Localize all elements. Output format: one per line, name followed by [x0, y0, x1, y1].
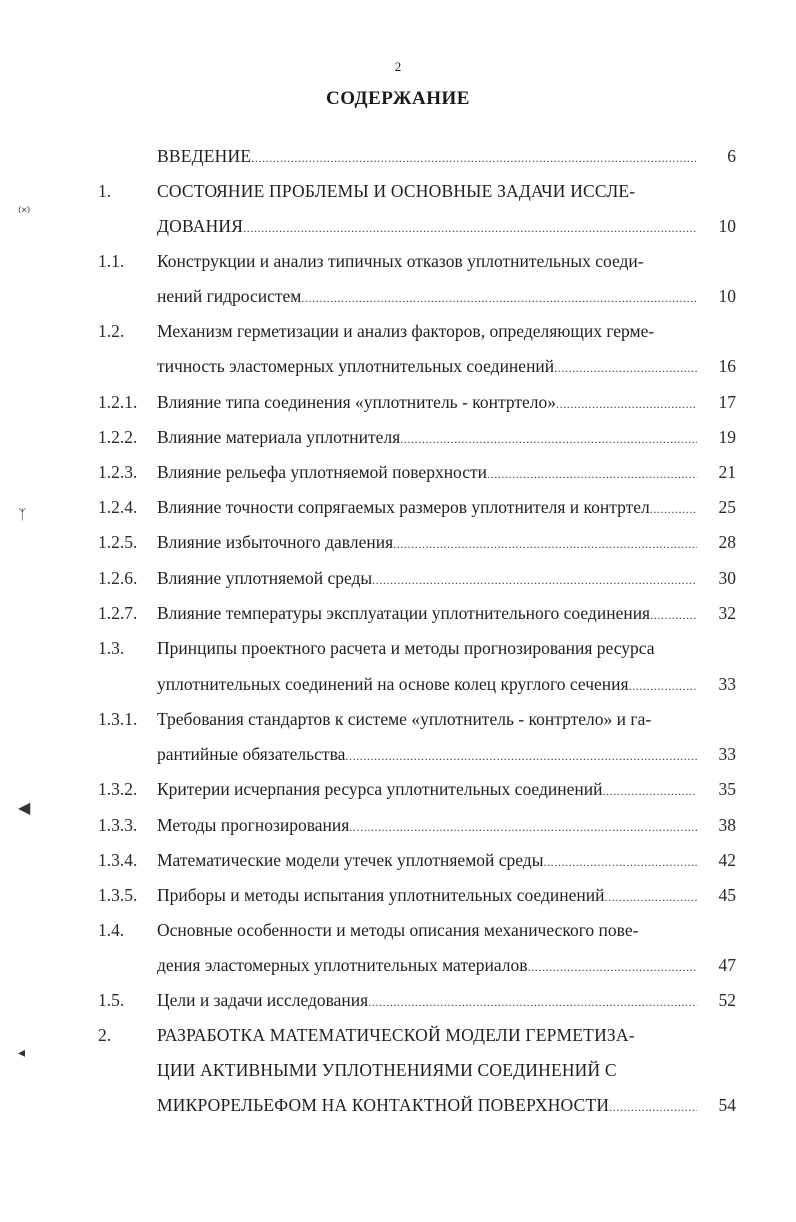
page-number: 2	[394, 59, 402, 74]
toc-entry-number: 1.2.1.	[98, 392, 138, 412]
toc-entry-title: Принципы проектного расчета и методы прогнозирования ресурса	[157, 638, 655, 658]
toc-entry-number: 1.3.3.	[98, 815, 138, 835]
toc-entry-leader-line	[157, 985, 697, 1015]
dot-leader	[487, 459, 697, 487]
toc-line	[0, 704, 796, 734]
toc-entry-title: дения эластомерных уплотнительных материалов	[157, 955, 528, 975]
toc-entry-title: РАЗРАБОТКА МАТЕМАТИЧЕСКОЙ МОДЕЛИ ГЕРМЕТИЗА-	[157, 1025, 635, 1045]
toc-entry-leader-line	[157, 351, 697, 381]
dot-leader	[602, 776, 697, 804]
toc-line	[0, 1020, 796, 1050]
page-title: СОДЕРЖАНИЕ	[326, 88, 470, 109]
toc-entry-title: СОСТОЯНИЕ ПРОБЛЕМЫ И ОСНОВНЫЕ ЗАДАЧИ ИССЛЕ-	[157, 181, 636, 201]
toc-entry-page: 17	[718, 392, 736, 412]
toc-entry-page: 35	[718, 779, 736, 799]
toc-entry-number: 1.3.	[98, 638, 125, 658]
toc-entry-number: 1.2.7.	[98, 603, 138, 623]
toc-entry-number: 1.2.2.	[98, 427, 138, 447]
toc-entry-page: 33	[718, 674, 736, 694]
dot-leader	[543, 847, 697, 875]
scan-speck: ◀	[18, 800, 31, 817]
toc-line	[0, 141, 796, 171]
toc-entry-title: ЦИИ АКТИВНЫМИ УПЛОТНЕНИЯМИ СОЕДИНЕНИЙ С	[157, 1060, 617, 1080]
toc-entry-page: 28	[718, 532, 736, 552]
toc-entry-leader-line	[157, 774, 697, 804]
toc-entry-page: 42	[718, 850, 736, 870]
toc-entry-number: 1.3.4.	[98, 850, 138, 870]
scan-speck: ◂	[18, 1046, 26, 1061]
toc-entry-leader-line	[157, 845, 697, 875]
toc-entry-page: 54	[718, 1095, 736, 1115]
toc-line	[0, 281, 796, 311]
dot-leader	[650, 494, 697, 522]
toc-entry-number: 1.3.1.	[98, 709, 138, 729]
toc-line	[0, 739, 796, 769]
toc-entry-title: Основные особенности и методы описания механического пове-	[157, 920, 639, 940]
toc-line	[0, 845, 796, 875]
dot-leader	[629, 671, 697, 699]
dot-leader	[301, 283, 697, 311]
toc-entry-title: Влияние уплотняемой среды	[157, 568, 373, 588]
toc-entry-leader-line	[157, 598, 697, 628]
toc-entry-title: уплотнительных соединений на основе колец круглого сечения	[157, 674, 629, 694]
dot-leader	[368, 987, 697, 1015]
dot-leader	[650, 600, 697, 628]
toc-entry-title: МИКРОРЕЛЬЕФОМ НА КОНТАКТНОЙ ПОВЕРХНОСТИ	[157, 1095, 610, 1115]
toc-line	[0, 457, 796, 487]
toc-entry-number: 1.2.3.	[98, 462, 138, 482]
toc-entry-number: 1.3.2.	[98, 779, 138, 799]
dot-leader	[243, 213, 697, 241]
dot-leader	[556, 389, 697, 417]
toc-entry-page: 21	[718, 462, 736, 482]
toc-entry-title: Влияние точности сопрягаемых размеров уплотнителя и контртел	[157, 497, 650, 517]
toc-entry-title: Влияние рельефа уплотняемой поверхности	[157, 462, 488, 482]
toc-entry-title: Требования стандартов к системе «уплотнитель - контртело» и га-	[157, 709, 652, 729]
scan-speck: ⁽˟⁾	[18, 206, 31, 221]
toc-entry-title: Влияние температуры эксплуатации уплотнительного соединения	[157, 603, 651, 623]
toc-entry-leader-line	[157, 1090, 697, 1120]
toc-entry-leader-line	[157, 387, 697, 417]
toc-line	[0, 246, 796, 276]
toc-entry-leader-line	[157, 739, 697, 769]
toc-entry-page: 32	[718, 603, 736, 623]
toc-line	[0, 387, 796, 417]
dot-leader	[609, 1092, 697, 1120]
toc-line	[0, 176, 796, 206]
toc-line	[0, 633, 796, 663]
toc-line	[0, 211, 796, 241]
toc-entry-title: Влияние материала уплотнителя	[157, 427, 401, 447]
toc-line	[0, 810, 796, 840]
toc-line	[0, 527, 796, 557]
toc-entry-title: Влияние типа соединения «уплотнитель - контртело»	[157, 392, 556, 412]
toc-entry-page: 45	[718, 885, 736, 905]
toc-entry-leader-line	[157, 810, 697, 840]
dot-leader	[528, 952, 697, 980]
toc-entry-leader-line	[157, 669, 697, 699]
dot-leader	[393, 529, 697, 557]
toc-entry-page: 38	[718, 815, 736, 835]
toc-line	[0, 915, 796, 945]
toc-entry-title: Математические модели утечек уплотняемой среды	[157, 850, 544, 870]
toc-entry-title: Методы прогнозирования	[157, 815, 350, 835]
toc-entry-page: 6	[727, 146, 736, 166]
toc-entry-title: нений гидросистем	[157, 286, 302, 306]
toc-entry-number: 2.	[98, 1025, 112, 1045]
toc-entry-title: Механизм герметизации и анализ факторов, определяющих герме-	[157, 321, 655, 341]
toc-entry-title: Приборы и методы испытания уплотнительных соединений	[157, 885, 605, 905]
toc-entry-page: 19	[718, 427, 736, 447]
toc-line	[0, 880, 796, 910]
toc-line	[0, 950, 796, 980]
toc-entry-leader-line	[157, 563, 697, 593]
toc-line	[0, 492, 796, 522]
toc-entry-page: 47	[718, 955, 736, 975]
toc-line	[0, 351, 796, 381]
toc-entry-page: 16	[718, 356, 736, 376]
toc-line	[0, 563, 796, 593]
toc-line	[0, 1090, 796, 1120]
toc-entry-number: 1.2.4.	[98, 497, 138, 517]
toc-entry-page: 33	[718, 744, 736, 764]
toc-entry-number: 1.	[98, 181, 112, 201]
toc-entry-number: 1.3.5.	[98, 885, 138, 905]
toc-entry-number: 1.2.	[98, 321, 125, 341]
toc-entry-number: 1.5.	[98, 990, 125, 1010]
toc-entry-leader-line	[157, 422, 697, 452]
toc-entry-title: ВВЕДЕНИЕ	[157, 146, 252, 166]
toc-entry-title: Критерии исчерпания ресурса уплотнительных соединений	[157, 779, 603, 799]
toc-line	[0, 598, 796, 628]
toc-entry-leader-line	[157, 141, 697, 171]
toc-line	[0, 774, 796, 804]
toc-line	[0, 985, 796, 1015]
toc-line	[0, 316, 796, 346]
toc-entry-title: Цели и задачи исследования	[157, 990, 369, 1010]
toc-entry-page: 10	[718, 216, 736, 236]
toc-entry-title: Конструкции и анализ типичных отказов уплотнительных соеди-	[157, 251, 644, 271]
toc-entry-title: ДОВАНИЯ	[157, 216, 244, 236]
toc-entry-leader-line	[157, 281, 697, 311]
toc-entry-page: 10	[718, 286, 736, 306]
dot-leader	[372, 565, 697, 593]
toc-entry-number: 1.4.	[98, 920, 125, 940]
dot-leader	[251, 143, 697, 171]
scan-speck: ᛉ	[18, 508, 27, 523]
toc-entry-page: 52	[718, 990, 736, 1010]
toc-entry-leader-line	[157, 527, 697, 557]
toc-entry-number: 1.2.5.	[98, 532, 138, 552]
toc-entry-leader-line	[157, 950, 697, 980]
toc-entry-leader-line	[157, 492, 697, 522]
dot-leader	[345, 741, 697, 769]
dot-leader	[400, 424, 697, 452]
toc-entry-title: тичность эластомерных уплотнительных соединений	[157, 356, 555, 376]
toc-line	[0, 669, 796, 699]
toc-entry-number: 1.2.6.	[98, 568, 138, 588]
toc-entry-page: 30	[718, 568, 736, 588]
toc-entry-title: рантийные обязательства	[157, 744, 346, 764]
toc-entry-leader-line	[157, 880, 697, 910]
toc-line	[0, 1055, 796, 1085]
toc-entry-leader-line	[157, 211, 697, 241]
toc-entry-leader-line	[157, 457, 697, 487]
dot-leader	[605, 882, 698, 910]
toc-entry-number: 1.1.	[98, 251, 125, 271]
toc-entry-page: 25	[718, 497, 736, 517]
toc-line	[0, 422, 796, 452]
toc-entry-title: Влияние избыточного давления	[157, 532, 394, 552]
dot-leader	[349, 812, 697, 840]
dot-leader	[554, 353, 697, 381]
